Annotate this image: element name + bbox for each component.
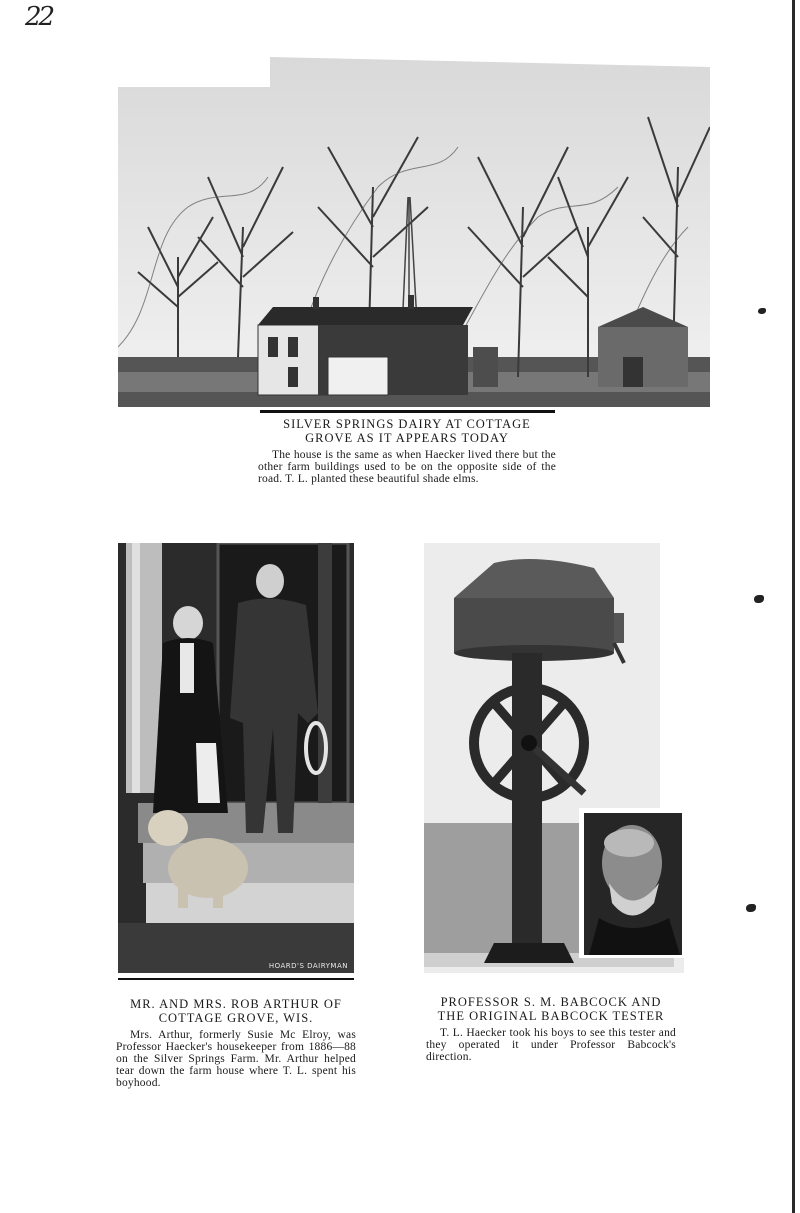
arthur-couple-photo: [118, 543, 354, 973]
top-photo-caption-title: SILVER SPRINGS DAIRY AT COTTAGE GROVE AS IT APPEARS TODAY: [283, 417, 531, 445]
babcock-tester-illustration: [424, 543, 684, 973]
right-photo-caption-title: PROFESSOR S. M. BABCOCK AND THE ORIGINAL BABCOCK TESTER: [437, 995, 665, 1023]
right-photo-caption-body: T. L. Haecker took his boys to see this tester and they operated it under Professor Babcock's direction.: [426, 1027, 676, 1063]
babcock-tester-photo: [424, 543, 684, 973]
top-photo-caption: [258, 417, 556, 485]
right-photo-caption: [426, 995, 676, 1063]
left-photo-caption-body: Mrs. Arthur, formerly Susie Mc Elroy, was Professor Haecker's housekeeper from 1886—88 on the Silver Springs Farm. Mr. Arthur helped tear down the farm house where T. L. spent his boyhood.: [116, 1029, 356, 1089]
left-caption-rule: [118, 978, 354, 980]
binding-mark-3: [746, 904, 756, 912]
left-photo-caption: [116, 997, 356, 1089]
arthur-couple-illustration: [118, 543, 354, 973]
binding-mark-2: [754, 595, 764, 603]
photo-credit: HOARD'S DAIRYMAN: [268, 962, 348, 970]
top-caption-rule: [260, 410, 555, 413]
top-photo-caption-body: The house is the same as when Haecker lived there but the other farm buildings used to be on the opposite side of the road. T. L. planted these beautiful shade elms.: [258, 449, 556, 485]
left-photo-caption-title: MR. AND MRS. ROB ARTHUR OF COTTAGE GROVE, WIS.: [130, 997, 342, 1025]
page-number: 22: [25, 2, 53, 32]
farmhouse-photo: [118, 57, 710, 407]
farmhouse-illustration: [118, 57, 710, 407]
binding-mark-1: [758, 308, 766, 314]
